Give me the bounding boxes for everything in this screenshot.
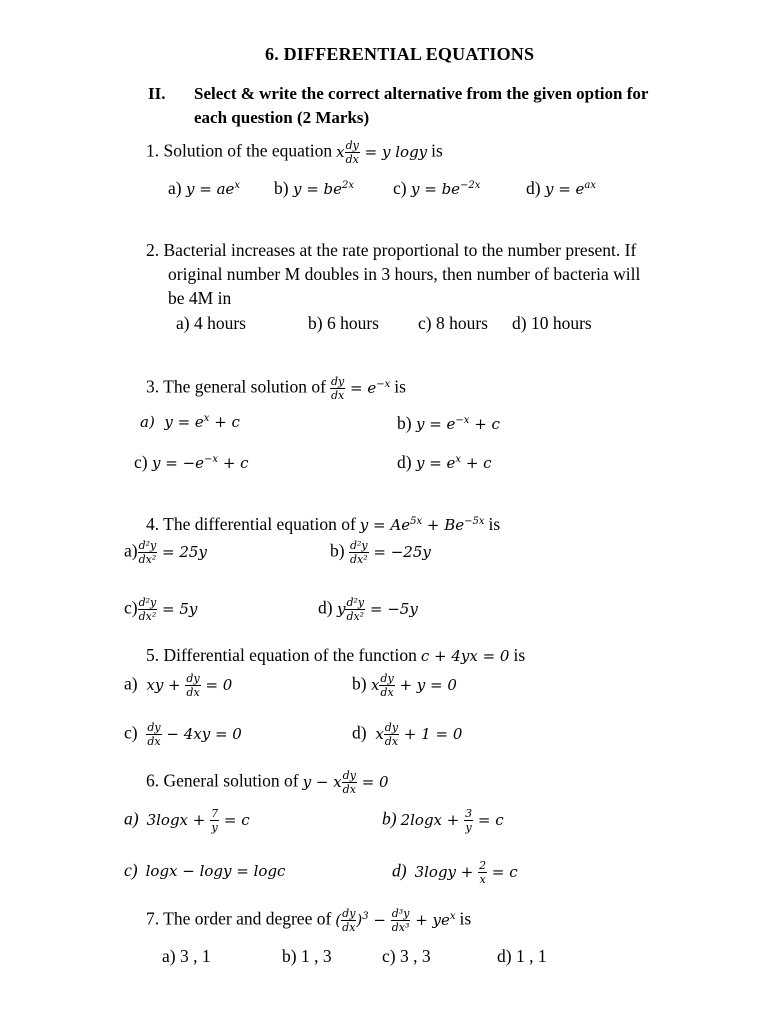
- q2-option-b: b) 6 hours: [308, 313, 379, 333]
- question-3-suffix: is: [394, 376, 406, 397]
- question-7-suffix: is: [459, 908, 472, 929]
- q3-option-d: d) $y = e^x + c$: [397, 452, 492, 472]
- q2-option-c: c) 8 hours: [418, 313, 488, 333]
- q6-option-b: b) 2logx + $\frac{3}{y}$ = c: [382, 807, 504, 834]
- q4-option-d: d) y $\frac{\text{d²y}}{\text{dx²}}$ = −5y: [318, 596, 418, 623]
- section-instruction-line1: Select & write the correct alternative from the given option for: [194, 84, 649, 103]
- q2-option-d: d) 10 hours: [512, 313, 592, 333]
- question-1: [146, 140, 443, 165]
- q4-option-b: b) $\frac{\text{d²y}}{\text{dx²}}$ = −25y: [330, 539, 431, 566]
- q7-option-c: c) 3 , 3: [382, 946, 431, 966]
- question-3: [146, 376, 406, 401]
- q1-option-c: c) $y = be^{-2x}$: [393, 178, 481, 198]
- q6-option-c: c) logx − logy = logc: [124, 860, 286, 880]
- q1-option-b: b) $y = be^{2x}$: [274, 178, 355, 198]
- section-instruction-line2: each question (2 Marks): [194, 108, 370, 127]
- question-2-line3: be 4M in: [168, 288, 232, 308]
- q6-option-a: a) 3logx + $\frac{7}{y}$ = c: [124, 807, 250, 834]
- question-1-text: 1. Solution of the equation: [146, 140, 333, 161]
- question-1-suffix: is: [431, 140, 443, 161]
- question-4-equation: $y = Ae^{5x} + Be^{-5x}$: [359, 516, 485, 534]
- q5-option-a: a) xy + $\frac{dy}{dx}$ = 0: [124, 672, 233, 699]
- q7-option-b: b) 1 , 3: [282, 946, 332, 966]
- section-number: II.: [148, 84, 166, 103]
- q2-option-a: a) 4 hours: [176, 313, 246, 333]
- question-5: [146, 645, 525, 666]
- q1-option-a: a) $y = ae^x$: [168, 178, 241, 198]
- q3-option-c: c) $y = -e^{-x} + c$: [134, 452, 249, 472]
- question-7-text: 7. The order and degree of: [146, 908, 332, 929]
- question-4: [146, 514, 500, 535]
- question-6: [146, 770, 389, 795]
- question-5-text: 5. Differential equation of the function: [146, 645, 417, 665]
- q1-option-d: d) $y = e^{ax}$: [526, 178, 597, 198]
- question-2-line1: 2. Bacterial increases at the rate proportional to the number present. If: [146, 240, 637, 260]
- question-4-text: 4. The differential equation of: [146, 514, 356, 534]
- question-2-line2: original number M doubles in 3 hours, then number of bacteria will: [168, 264, 641, 284]
- question-5-suffix: is: [513, 645, 526, 665]
- q5-option-b: b) x $\frac{dy}{dx}$ + y = 0: [352, 672, 457, 699]
- question-3-equation: $\frac{dy}{dx}$ = $e^{-x}$: [330, 375, 391, 402]
- page-title: 6. DIFFERENTIAL EQUATIONS: [265, 44, 535, 64]
- question-1-equation: x $\frac{dy}{dx}$ = y logy: [336, 139, 428, 166]
- q4-option-c: c) $\frac{\text{d²y}}{\text{dx²}}$ = 5y: [124, 596, 198, 623]
- question-6-text: 6. General solution of: [146, 770, 299, 791]
- q7-option-d: d) 1 , 1: [497, 946, 547, 966]
- question-4-suffix: is: [488, 514, 501, 534]
- question-6-equation: y − x $\frac{dy}{dx}$ = 0: [302, 769, 389, 796]
- q5-option-d: d) x $\frac{dy}{dx}$ + 1 = 0: [352, 721, 463, 748]
- q5-option-c: c) $\frac{dy}{dx}$ − 4xy = 0: [124, 721, 242, 748]
- question-3-text: 3. The general solution of: [146, 376, 326, 397]
- q7-option-a: a) 3 , 1: [162, 946, 211, 966]
- q6-option-d: d) 3logy + $\frac{2}{x}$ = c: [392, 859, 518, 886]
- q3-option-a: a) $y = e^x + c$: [140, 413, 240, 431]
- q3-option-b: b) $y = e^{-x} + c$: [397, 413, 500, 433]
- q4-option-a: a) $\frac{\text{d²y}}{\text{dx²}}$ = 25y: [124, 539, 207, 566]
- question-7-equation: ( $\frac{dy}{dx}$ )$^3$ − $\frac{\text{d³y}}{\text{dx³}}$ + $ye^x$: [335, 907, 456, 934]
- question-7: [146, 908, 471, 933]
- question-5-equation: c + 4yx = 0: [420, 647, 510, 665]
